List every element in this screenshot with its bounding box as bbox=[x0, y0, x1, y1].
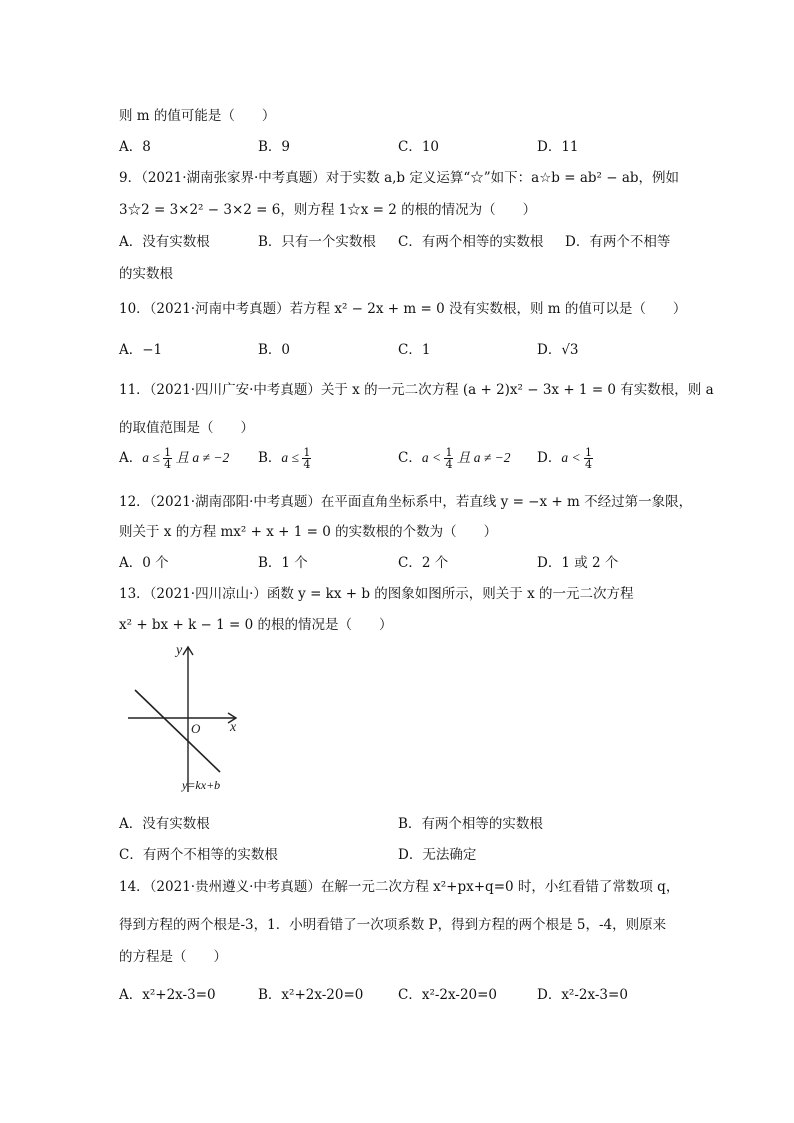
q8-option-c[interactable]: C．10 bbox=[398, 139, 440, 155]
q13-option-c[interactable]: C．有两个不相等的实数根 bbox=[119, 847, 278, 863]
q8-option-b[interactable]: B．9 bbox=[258, 139, 291, 155]
q12-option-c[interactable]: C．2 个 bbox=[398, 555, 449, 571]
q8-option-d[interactable]: D．11 bbox=[537, 139, 579, 155]
q9-line2: 3☆2 = 3×2² − 3×2 = 6，则方程 1☆x = 2 的根的情况为（ ） bbox=[119, 202, 537, 218]
q12-line2: 则关于 x 的方程 mx² + x + 1 = 0 的实数根的个数为（ ） bbox=[119, 524, 498, 540]
q12-option-b[interactable]: B．1 个 bbox=[258, 555, 308, 571]
q9-option-b[interactable]: B．只有一个实数根 bbox=[258, 234, 376, 250]
q14-option-c[interactable]: C．x²-2x-20=0 bbox=[398, 987, 498, 1003]
q9-line1: 9．（2021·湖南张家界·中考真题）对于实数 a,b 定义运算“☆”如下：a☆b = ab² − ab，例如 bbox=[119, 170, 680, 186]
origin-label: O bbox=[191, 721, 201, 736]
x-axis-label: x bbox=[230, 720, 237, 735]
fraction: $\frac{1}{4}$ bbox=[303, 446, 311, 471]
q12-option-d[interactable]: D．1 或 2 个 bbox=[537, 555, 619, 571]
q8-option-a[interactable]: A．8 bbox=[119, 139, 151, 155]
q12-option-a[interactable]: A．0 个 bbox=[119, 555, 169, 571]
q8-stem: 则 m 的值可能是（ ） bbox=[119, 108, 276, 124]
q14-line1: 14．（2021·贵州遵义·中考真题）在解一元二次方程 x²+px+q=0 时，小红看错了常数项 q， bbox=[119, 879, 680, 895]
q14-option-d[interactable]: D．x²-2x-3=0 bbox=[537, 987, 628, 1003]
q13-graph bbox=[120, 640, 250, 800]
fraction: $\frac{1}{4}$ bbox=[584, 446, 592, 471]
fraction: $\frac{1}{4}$ bbox=[445, 446, 453, 471]
q10-option-a[interactable]: A．−1 bbox=[119, 342, 163, 358]
line-graph bbox=[120, 640, 250, 800]
q10-option-c[interactable]: C．1 bbox=[398, 342, 431, 358]
q10-option-b[interactable]: B．0 bbox=[258, 342, 291, 358]
q12-line1: 12．（2021·湖南邵阳·中考真题）在平面直角坐标系中，若直线 y = −x + m 不经过第一象限， bbox=[119, 494, 693, 510]
q10-line1: 10．（2021·河南中考真题）若方程 x² − 2x + m = 0 没有实数根，则 m 的值可以是（ ） bbox=[119, 301, 687, 317]
q9-option-d[interactable]: D．有两个不相等 bbox=[565, 234, 671, 250]
q11-option-c[interactable]: C．a < $\frac{1}{4}$ 且 a ≠ −2 bbox=[398, 446, 511, 471]
q13-line1: 13．（2021·四川凉山·）函数 y = kx + b 的图象如图所示，则关于 x 的一元二次方程 bbox=[119, 586, 634, 602]
q11-line1: 11．（2021·四川广安·中考真题）关于 x 的一元二次方程 (a + 2)x² − 3x + 1 = 0 有实数根，则 a bbox=[119, 382, 714, 398]
q11-option-d[interactable]: D．a < $\frac{1}{4}$ bbox=[537, 446, 592, 471]
q9-option-d-cont: 的实数根 bbox=[119, 266, 173, 282]
q13-option-d[interactable]: D．无法确定 bbox=[398, 847, 477, 863]
graph-caption: y=kx+b bbox=[182, 778, 221, 792]
y-axis-label: y bbox=[176, 643, 183, 658]
q14-option-a[interactable]: A．x²+2x-3=0 bbox=[119, 987, 216, 1003]
q14-line3: 的方程是（ ） bbox=[119, 949, 227, 965]
q9-option-c[interactable]: C．有两个相等的实数根 bbox=[398, 234, 544, 250]
q14-option-b[interactable]: B．x²+2x-20=0 bbox=[258, 987, 364, 1003]
q11-option-a[interactable]: A．a ≤ $\frac{1}{4}$ 且 a ≠ −2 bbox=[119, 446, 230, 471]
q13-option-b[interactable]: B．有两个相等的实数根 bbox=[398, 816, 543, 832]
q11-option-b[interactable]: B．a ≤ $\frac{1}{4}$ bbox=[258, 446, 311, 471]
function-line bbox=[135, 690, 220, 772]
q13-line2: x² + bx + k − 1 = 0 的根的情况是（ ） bbox=[119, 617, 393, 633]
q14-line2: 得到方程的两个根是-3，1．小明看错了一次项系数 P，得到方程的两个根是 5，-4，则原来 bbox=[119, 917, 667, 933]
q11-line2: 的取值范围是（ ） bbox=[119, 420, 254, 436]
q9-option-a[interactable]: A．没有实数根 bbox=[119, 234, 210, 250]
fraction: $\frac{1}{4}$ bbox=[164, 446, 172, 471]
q13-option-a[interactable]: A．没有实数根 bbox=[119, 816, 210, 832]
q10-option-d[interactable]: D．√3 bbox=[537, 342, 579, 358]
